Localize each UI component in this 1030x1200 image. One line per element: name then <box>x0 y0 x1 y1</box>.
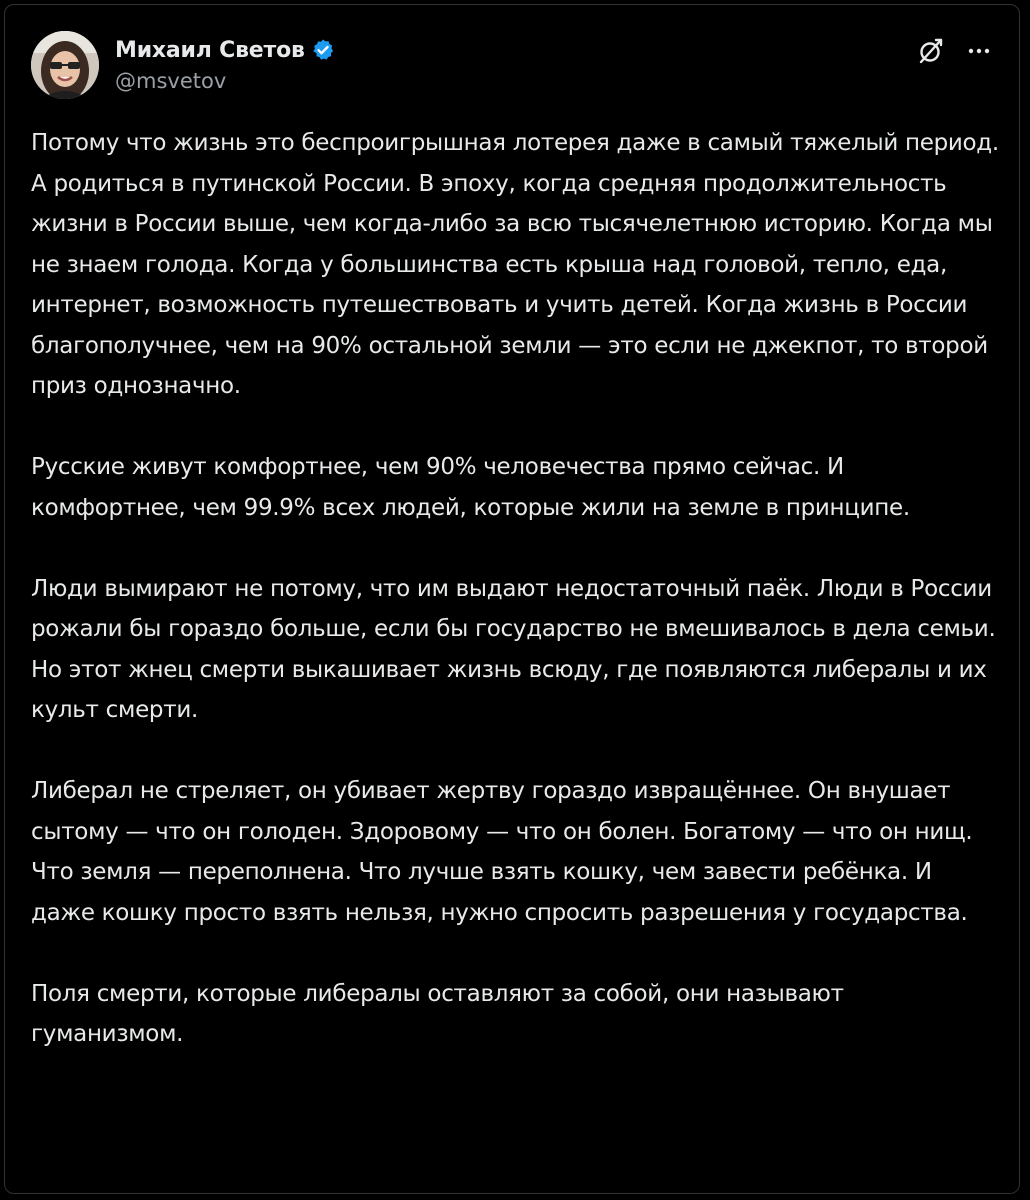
tweet-paragraph: Потому что жизнь это беспроигрышная лотерея даже в самый тяжелый период. А родиться в путинской России. В эпоху, когда средняя продолжительность жизни в России выше, чем когда-либо за всю тысячелетнюю историю. Когда мы не знаем голода. Когда у большинства есть крыша над головой, тепло, еда, интернет, возможность путешествовать и учить детей. Когда жизнь в России благополучнее, чем на 90% остальной земли — это если не джекпот, то второй приз однозначно. <box>31 130 999 399</box>
author-handle[interactable]: @msvetov <box>115 69 227 93</box>
tweet-paragraph: Поля смерти, которые либералы оставляют за собой, они называют гуманизмом. <box>31 980 844 1047</box>
more-options-icon <box>965 37 993 65</box>
user-avatar-icon <box>31 31 99 99</box>
tweet-text <box>31 123 1001 1055</box>
tweet-paragraph: Либерал не стреляет, он убивает жертву гораздо извращённее. Он внушает сытому — что он голоден. Здоровому — что он болен. Богатому — что он нищ. Что земля — переполнена. Что лучше взять кошку, чем завести ребёнка. И даже кошку просто взять нельзя, нужно спросить разрешения у государства. <box>31 778 973 926</box>
tweet-paragraph: Русские живут комфортнее, чем 90% человечества прямо сейчас. И комфортнее, чем 99.9% всех людей, которые жили на земле в принципе. <box>31 454 910 521</box>
tweet-actions <box>917 37 993 65</box>
name-row <box>115 35 335 65</box>
author-display-name[interactable]: Михаил Светов <box>115 37 305 63</box>
tweet-card <box>4 4 1020 1194</box>
avatar[interactable] <box>31 31 99 99</box>
tweet-header <box>31 31 993 101</box>
verified-badge-icon <box>311 38 335 62</box>
more-options-button[interactable] <box>965 37 993 65</box>
tweet-paragraph: Люди вымирают не потому, что им выдают недостаточный паёк. Люди в России рожали бы гораздо больше, если бы государство не вмешивалось в дела семьи. Но этот жнец смерти выкашивает жизнь всюду, где появляются либералы и их культ смерти. <box>31 575 996 723</box>
grok-button[interactable] <box>917 37 945 65</box>
author-block <box>115 35 335 93</box>
grok-icon <box>917 37 945 65</box>
